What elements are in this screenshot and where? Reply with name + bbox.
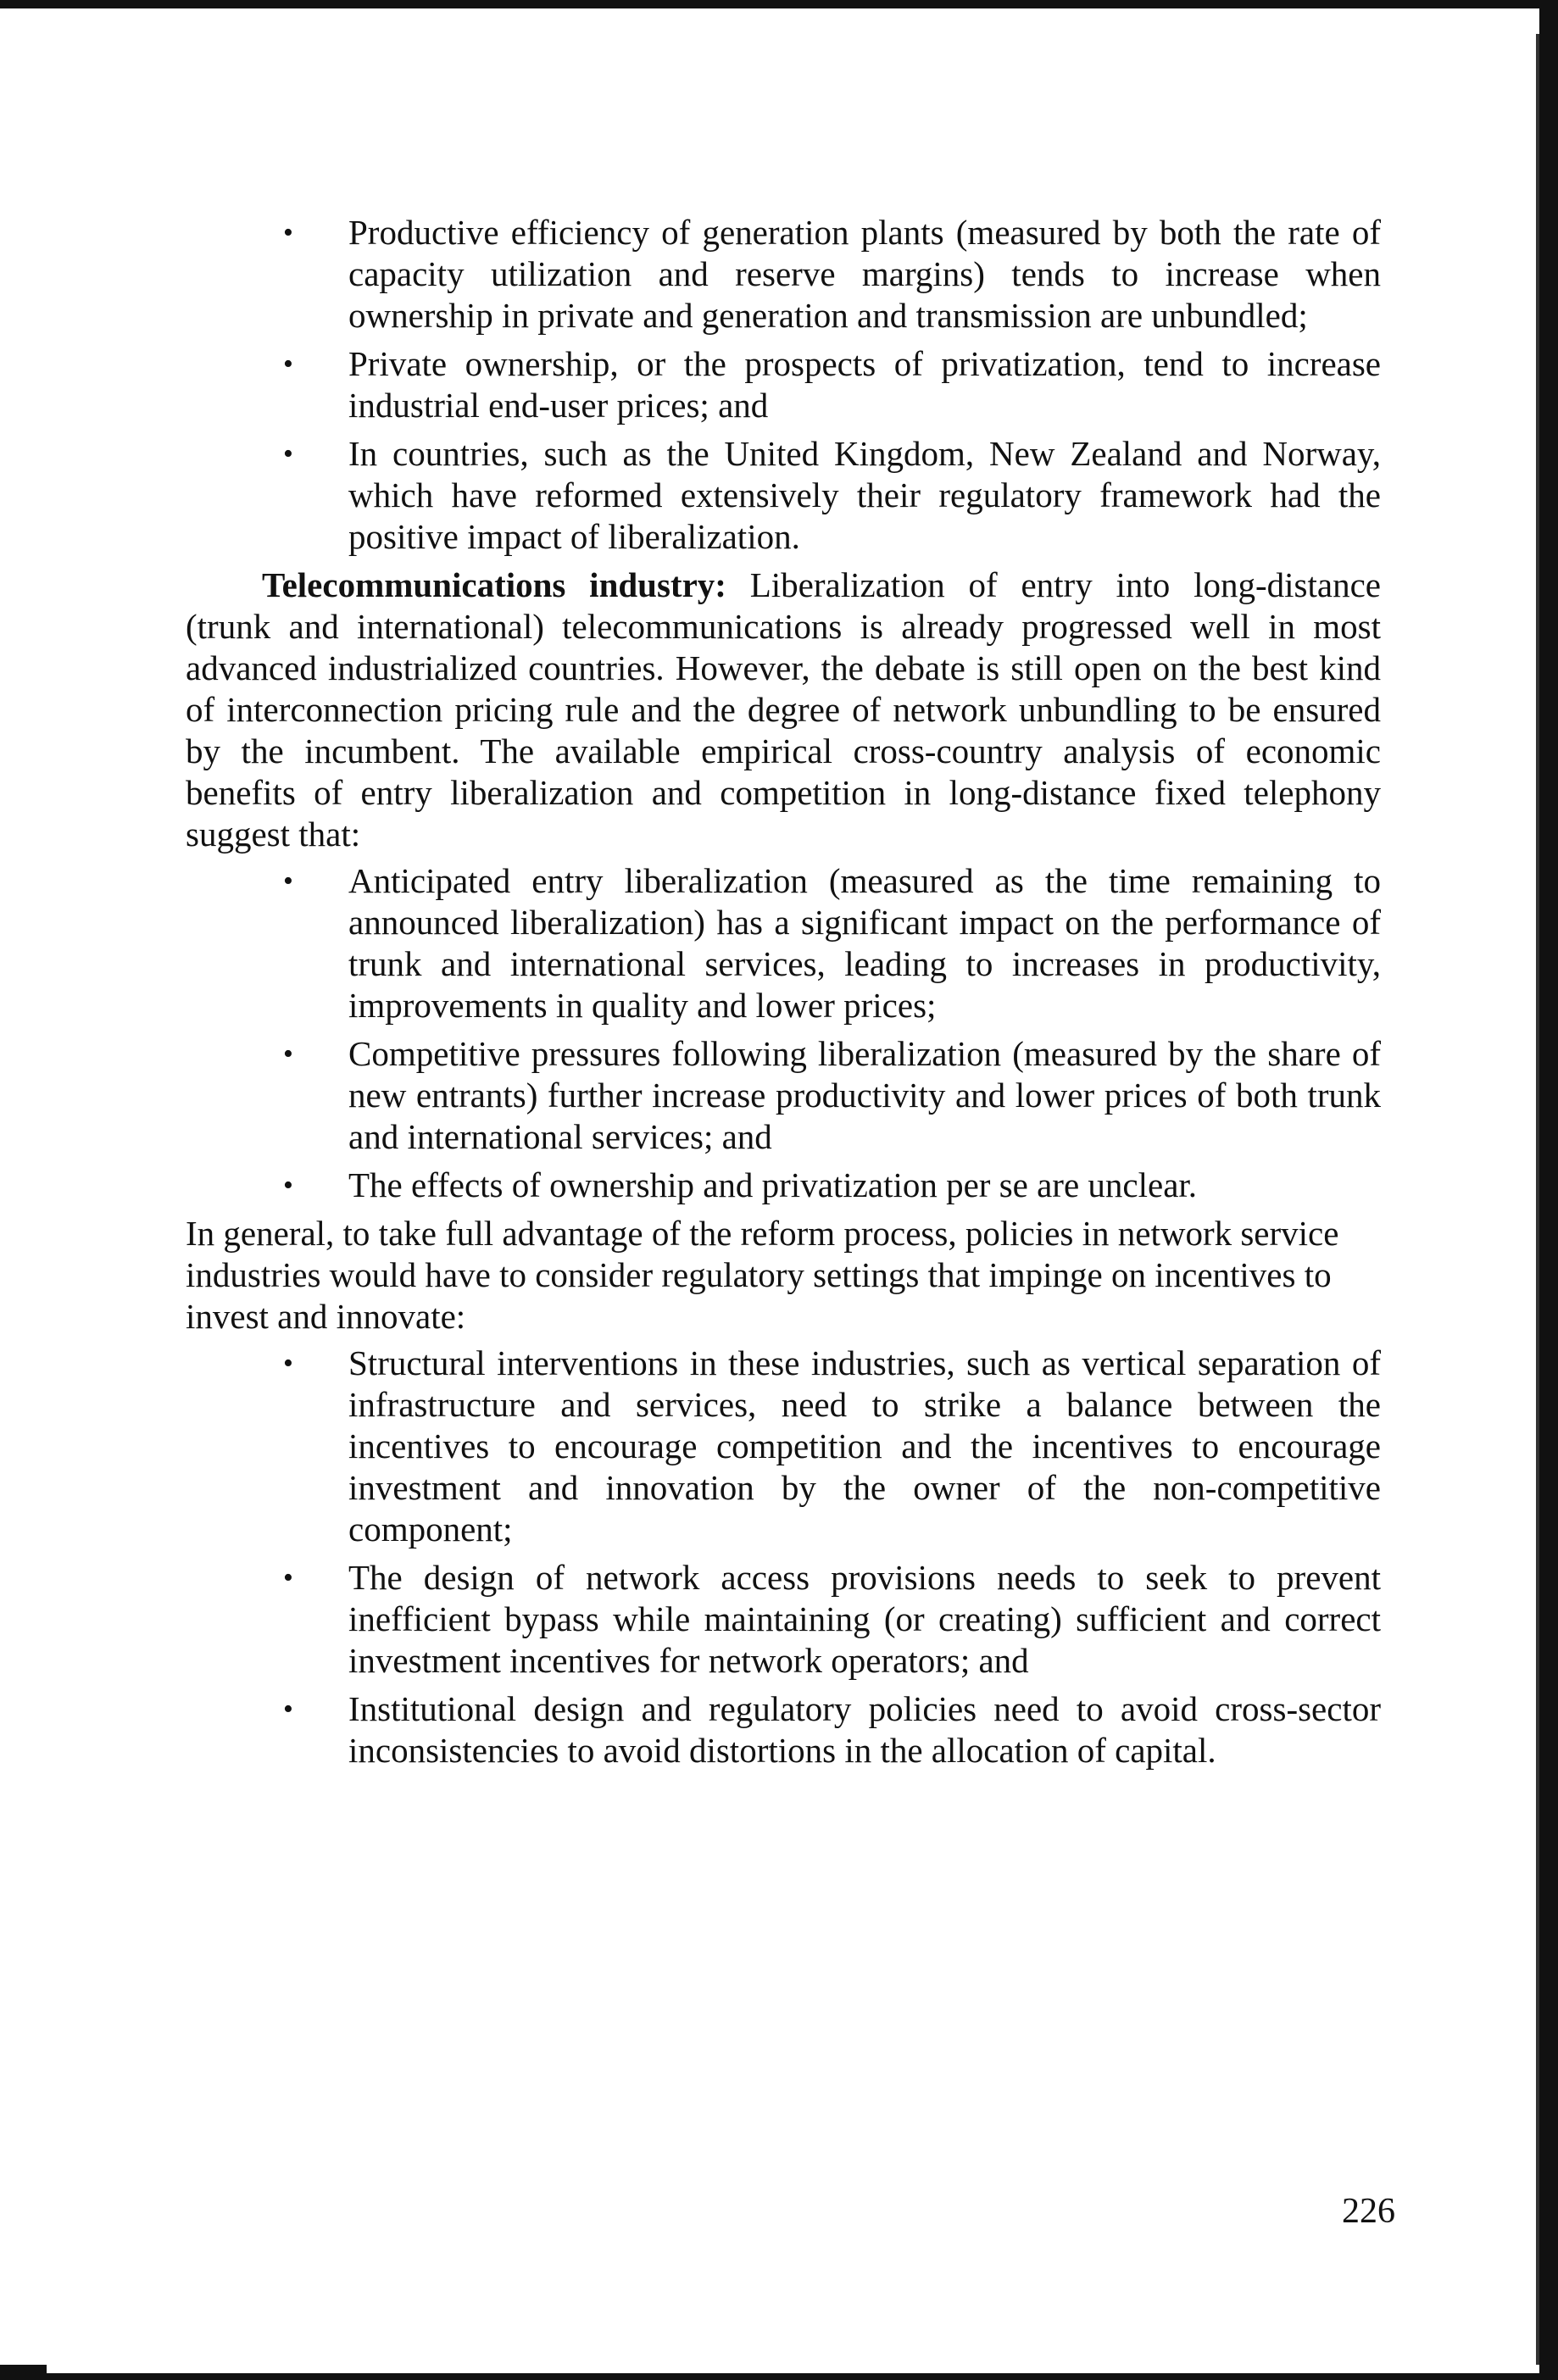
electricity-bullet-list bbox=[186, 212, 1381, 558]
list-item-text: The design of network access provisions needs to seek to prevent inefficient bypass while maintaining (or creating) sufficient and correct investment incentives for network operators; and bbox=[348, 1558, 1381, 1680]
list-item bbox=[186, 1688, 1381, 1771]
list-item bbox=[186, 1343, 1381, 1550]
list-item bbox=[186, 212, 1381, 336]
list-item-text: Private ownership, or the prospects of privatization, tend to increase industrial end-user prices; and bbox=[348, 344, 1381, 425]
list-item-text: Productive efficiency of generation plants (measured by both the rate of capacity utilization and reserve margins) tends to increase when ownership in private and generation and transmission are unbundled; bbox=[348, 213, 1381, 335]
telecom-text: Liberalization of entry into long-distance (trunk and international) telecommunications is already progressed well in most advanced industrialized countries. However, the debate is still open on the best kind of interconnection pricing rule and the degree of network unbundling to be ensured by the incumbent. The available empirical cross-country analysis of economic benefits of entry liberalization and competition in long-distance fixed telephony suggest that: bbox=[186, 565, 1381, 854]
general-bullet-list bbox=[186, 1343, 1381, 1771]
bullet-icon: • bbox=[283, 865, 293, 897]
page-number: 226 bbox=[1342, 2192, 1395, 2231]
list-item-text: In countries, such as the United Kingdom, New Zealand and Norway, which have reformed extensively their regulatory framework had the positive impact of liberalization. bbox=[348, 434, 1381, 556]
bullet-icon: • bbox=[283, 1170, 293, 1201]
list-item bbox=[186, 433, 1381, 558]
bullet-icon: • bbox=[283, 438, 293, 470]
general-paragraph: In general, to take full advantage of the reform process, policies in network service industries would have to consider regulatory settings that impinge on incentives to invest and innovate: bbox=[186, 1214, 1339, 1336]
list-item bbox=[186, 1165, 1381, 1206]
bullet-icon: • bbox=[283, 1348, 293, 1379]
scan-border-right-inner bbox=[1536, 34, 1539, 2365]
list-item bbox=[186, 860, 1381, 1026]
bullet-icon: • bbox=[283, 1038, 293, 1070]
list-item bbox=[186, 343, 1381, 426]
list-item bbox=[186, 1557, 1381, 1682]
telecom-heading: Telecommunications industry: bbox=[262, 565, 726, 604]
bullet-icon: • bbox=[283, 1693, 293, 1725]
list-item bbox=[186, 1033, 1381, 1158]
list-item-text: The effects of ownership and privatization per se are unclear. bbox=[348, 1165, 1198, 1204]
page-body bbox=[186, 212, 1381, 1778]
telecom-paragraph bbox=[186, 564, 1381, 855]
scan-border-right bbox=[1539, 0, 1558, 2380]
bullet-icon: • bbox=[283, 348, 293, 380]
telecom-bullet-list bbox=[186, 860, 1381, 1206]
list-item-text: Institutional design and regulatory policies need to avoid cross-sector inconsistencies to avoid distortions in the allocation of capital. bbox=[348, 1689, 1381, 1770]
scan-corner-mark bbox=[0, 2365, 47, 2373]
bullet-icon: • bbox=[283, 217, 293, 248]
list-item-text: Structural interventions in these industries, such as vertical separation of infrastructure and services, need to strike a balance between the incentives to encourage competition and the incentives to encourage investment and innovation by the owner of the non-competitive component; bbox=[348, 1343, 1381, 1549]
list-item-text: Competitive pressures following liberalization (measured by the share of new entrants) further increase productivity and lower prices of both trunk and international services; and bbox=[348, 1034, 1381, 1156]
scan-border-top bbox=[0, 0, 1558, 8]
bullet-icon: • bbox=[283, 1562, 293, 1593]
list-item-text: Anticipated entry liberalization (measured as the time remaining to announced liberalization) has a significant impact on the performance of trunk and international services, leading to increases in productivity, improvements in quality and lower prices; bbox=[348, 861, 1381, 1025]
scan-border-bottom bbox=[0, 2373, 1558, 2380]
